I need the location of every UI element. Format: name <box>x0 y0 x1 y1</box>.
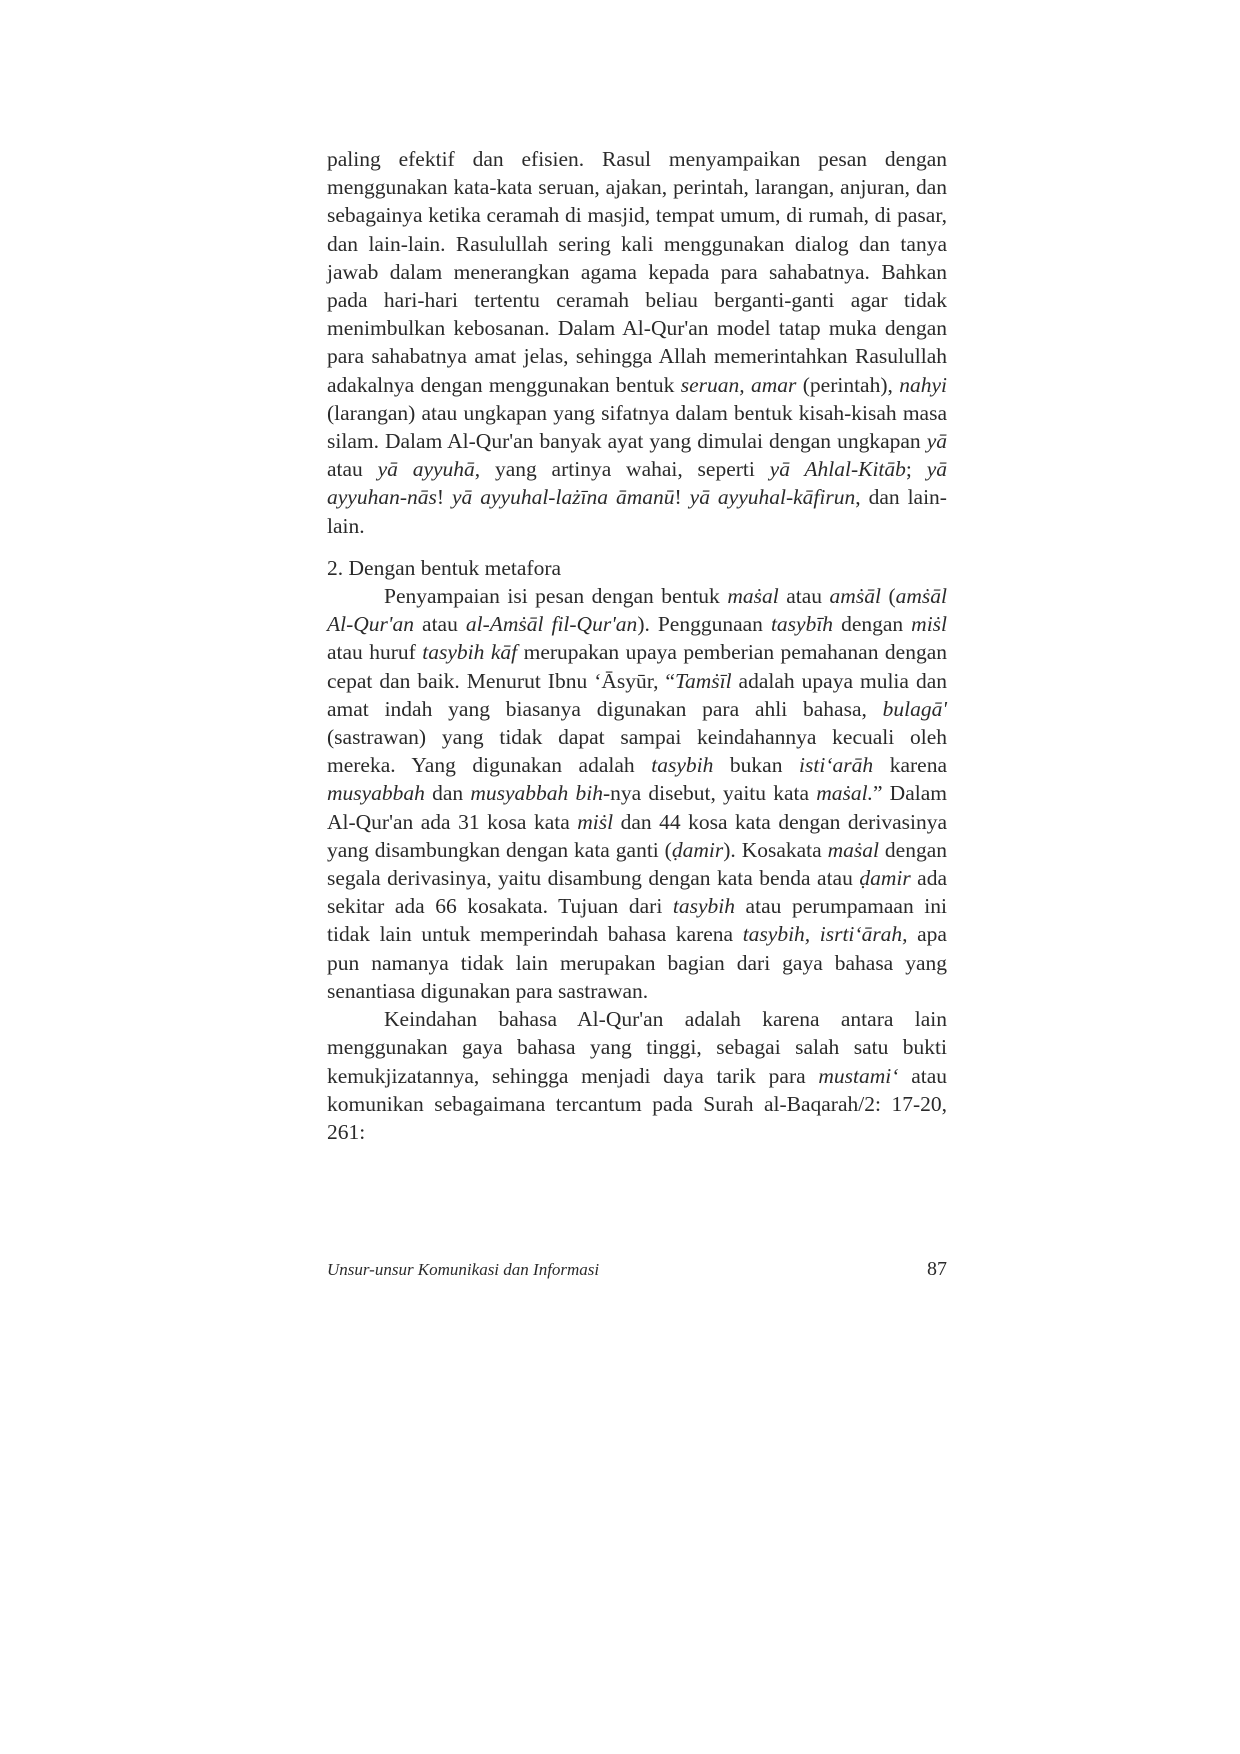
paragraph-3: Keindahan bahasa Al-Qur'an adalah karena antara lain menggunakan gaya bahasa yang tinggi, sebagai salah satu bukti kemukjizatannya, sehingga menjadi daya tarik para mustami‘ atau komunikan sebagaimana tercantum pada Surah al-Baqarah/2: 17-20, 261: <box>327 1007 947 1144</box>
running-footer-title: Unsur-unsur Komunikasi dan Informasi <box>327 1260 600 1279</box>
section-heading: 2. Dengan bentuk metafora <box>327 555 562 580</box>
paragraph-2: Penyampaian isi pesan dengan bentuk maṡal atau amṡāl (amṡāl Al-Qur'an atau al-Amṡāl fil-Qur'an). Penggunaan tasybīh dengan miṡl atau huruf tasybih kāf merupakan upaya pemberian pemahanan dengan cepat dan baik. Menurut Ibnu ‘Āsyūr, “Tamṡīl adalah upaya mulia dan amat indah yang biasanya digunakan para ahli bahasa, bulagā' (sastrawan) yang tidak dapat sampai keindahannya kecuali oleh mereka. Yang digunakan adalah tasybih bukan isti‘arāh karena musyabbah dan musyabbah bih-nya disebut, yaitu kata maṡal.” Dalam Al-Qur'an ada 31 kosa kata miṡl dan 44 kosa kata dengan derivasinya yang disambungkan dengan kata ganti (ḍamir). Kosakata maṡal dengan segala derivasinya, yaitu disambung dengan kata benda atau ḍamir ada sekitar ada 66 kosakata. Tujuan dari tasybih atau perumpamaan ini tidak lain untuk memperindah bahasa karena tasybih, isrti‘ārah, apa pun namanya tidak lain merupakan bagian dari gaya bahasa yang senantiasa digunakan para sastrawan. <box>327 584 948 1003</box>
body-text <box>327 145 947 1146</box>
page-footer <box>327 1258 947 1281</box>
page-number: 87 <box>927 1258 947 1280</box>
paragraph-1: paling efektif dan efisien. Rasul menyampaikan pesan dengan menggunakan kata-kata seruan, ajakan, perintah, larangan, anjuran, dan sebagainya ketika ceramah di masjid, tempat umum, di rumah, di pasar, dan lain-lain. Rasulullah sering kali menggunakan dialog dan tanya jawab dalam menerangkan agama kepada para sahabatnya. Bahkan pada hari-hari tertentu ceramah beliau berganti-ganti agar tidak menimbulkan kebosanan. Dalam Al-Qur'an model tatap muka dengan para sahabatnya amat jelas, sehingga Allah memerintahkan Rasulullah adakalnya dengan menggunakan bentuk seruan, amar (perintah), nahyi (larangan) atau ungkapan yang sifatnya dalam bentuk kisah-kisah masa silam. Dalam Al-Qur'an banyak ayat yang dimulai dengan ungkapan yā atau yā ayyuhā, yang artinya wahai, seperti yā Ahlal-Kitāb; yā ayyuhan-nās! yā ayyuhal-lażīna āmanū! yā ayyuhal-kāfirun, dan lain-lain. <box>327 147 948 538</box>
